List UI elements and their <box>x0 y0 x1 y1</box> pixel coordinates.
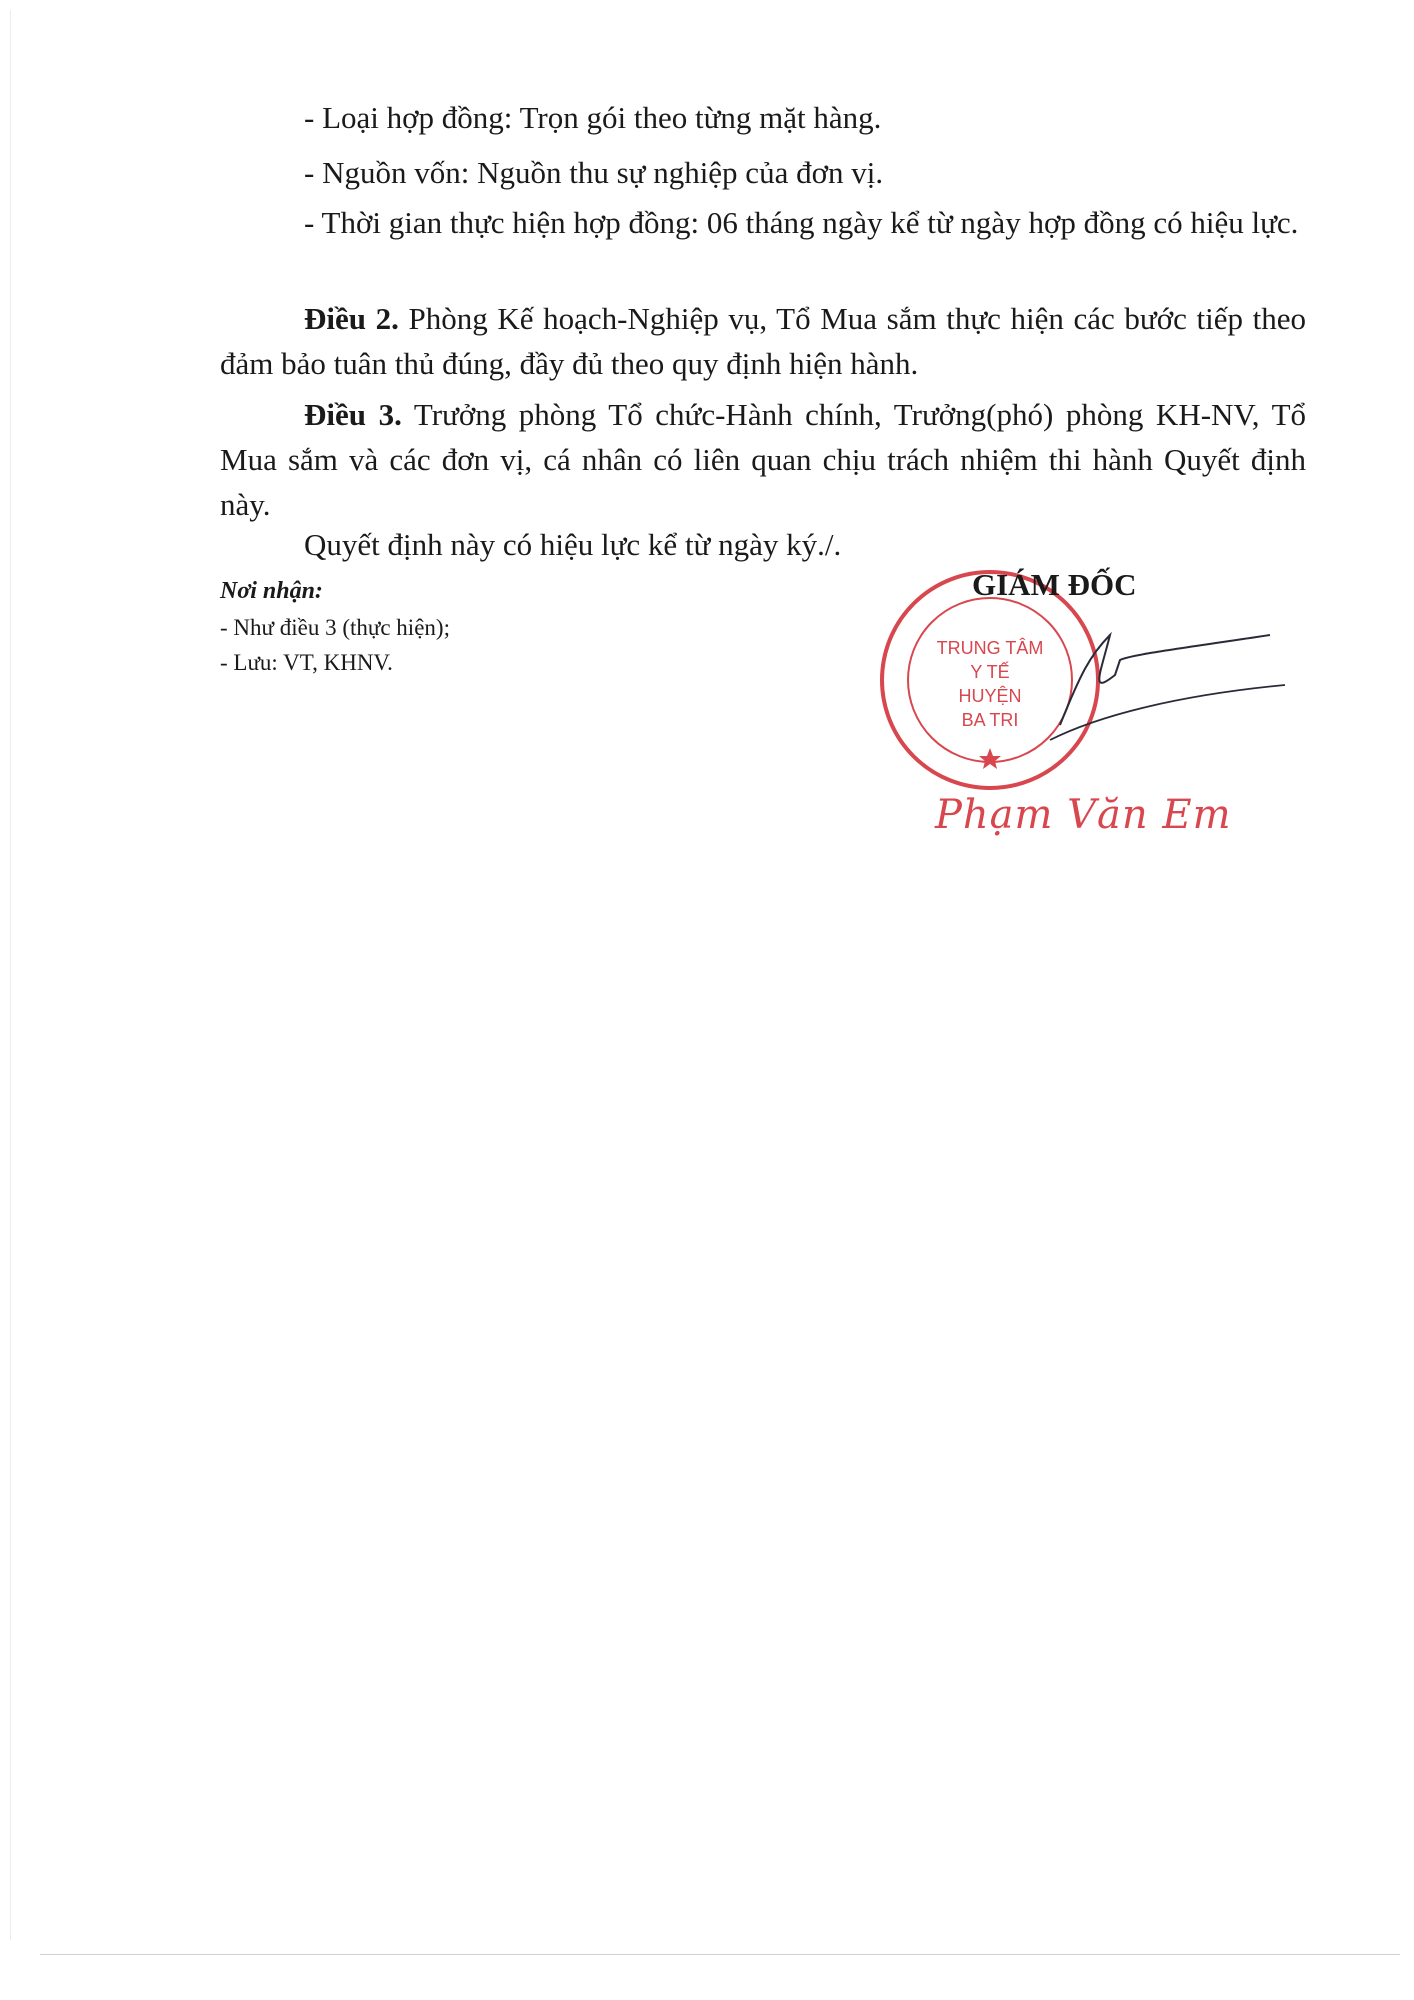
effective-paragraph <box>220 522 1306 567</box>
contract-type-line: - Loại hợp đồng: Trọn gói theo từng mặt hàng. <box>304 100 882 135</box>
duration-line: - Thời gian thực hiện hợp đồng: 06 tháng ngày kể từ ngày hợp đồng có hiệu lực. <box>304 205 1299 240</box>
article-2-text: Phòng Kế hoạch-Nghiệp vụ, Tổ Mua sắm thực hiện các bước tiếp theo đảm bảo tuân thủ đúng, đầy đủ theo quy định hiện hành. <box>220 301 1306 381</box>
duration-paragraph <box>220 200 1306 245</box>
funding-line: - Nguồn vốn: Nguồn thu sự nghiệp của đơn vị. <box>304 155 884 190</box>
signer-title: GIÁM ĐỐC <box>972 567 1137 602</box>
stamp-line: BA TRI <box>961 710 1019 730</box>
signer-name: Phạm Văn Em <box>935 792 1232 838</box>
article-3-text: Trưởng phòng Tổ chức-Hành chính, Trưởng(phó) phòng KH-NV, Tổ Mua sắm và các đơn vị, cá nhân có liên quan chịu trách nhiệm thi hành Quyết định này. <box>220 397 1306 522</box>
recipients-title: Nơi nhận: <box>220 578 323 604</box>
recipient-item: - Lưu: VT, KHNV. <box>220 650 393 675</box>
article-2-label: Điều 2. <box>304 301 399 336</box>
effective-line: Quyết định này có hiệu lực kể từ ngày ký./. <box>304 527 842 562</box>
article-2 <box>220 296 1306 386</box>
page-edge <box>10 10 11 1940</box>
article-3 <box>220 392 1306 527</box>
handwritten-signature <box>1020 615 1320 745</box>
article-3-label: Điều 3. <box>304 397 402 432</box>
recipient-item: - Như điều 3 (thực hiện); <box>220 615 450 640</box>
stamp-line: HUYỆN <box>958 686 1022 706</box>
stamp-line: Y TẾ <box>970 662 1010 682</box>
page-bottom-rule <box>40 1954 1400 1955</box>
stamp-line: TRUNG TÂM <box>936 638 1044 658</box>
